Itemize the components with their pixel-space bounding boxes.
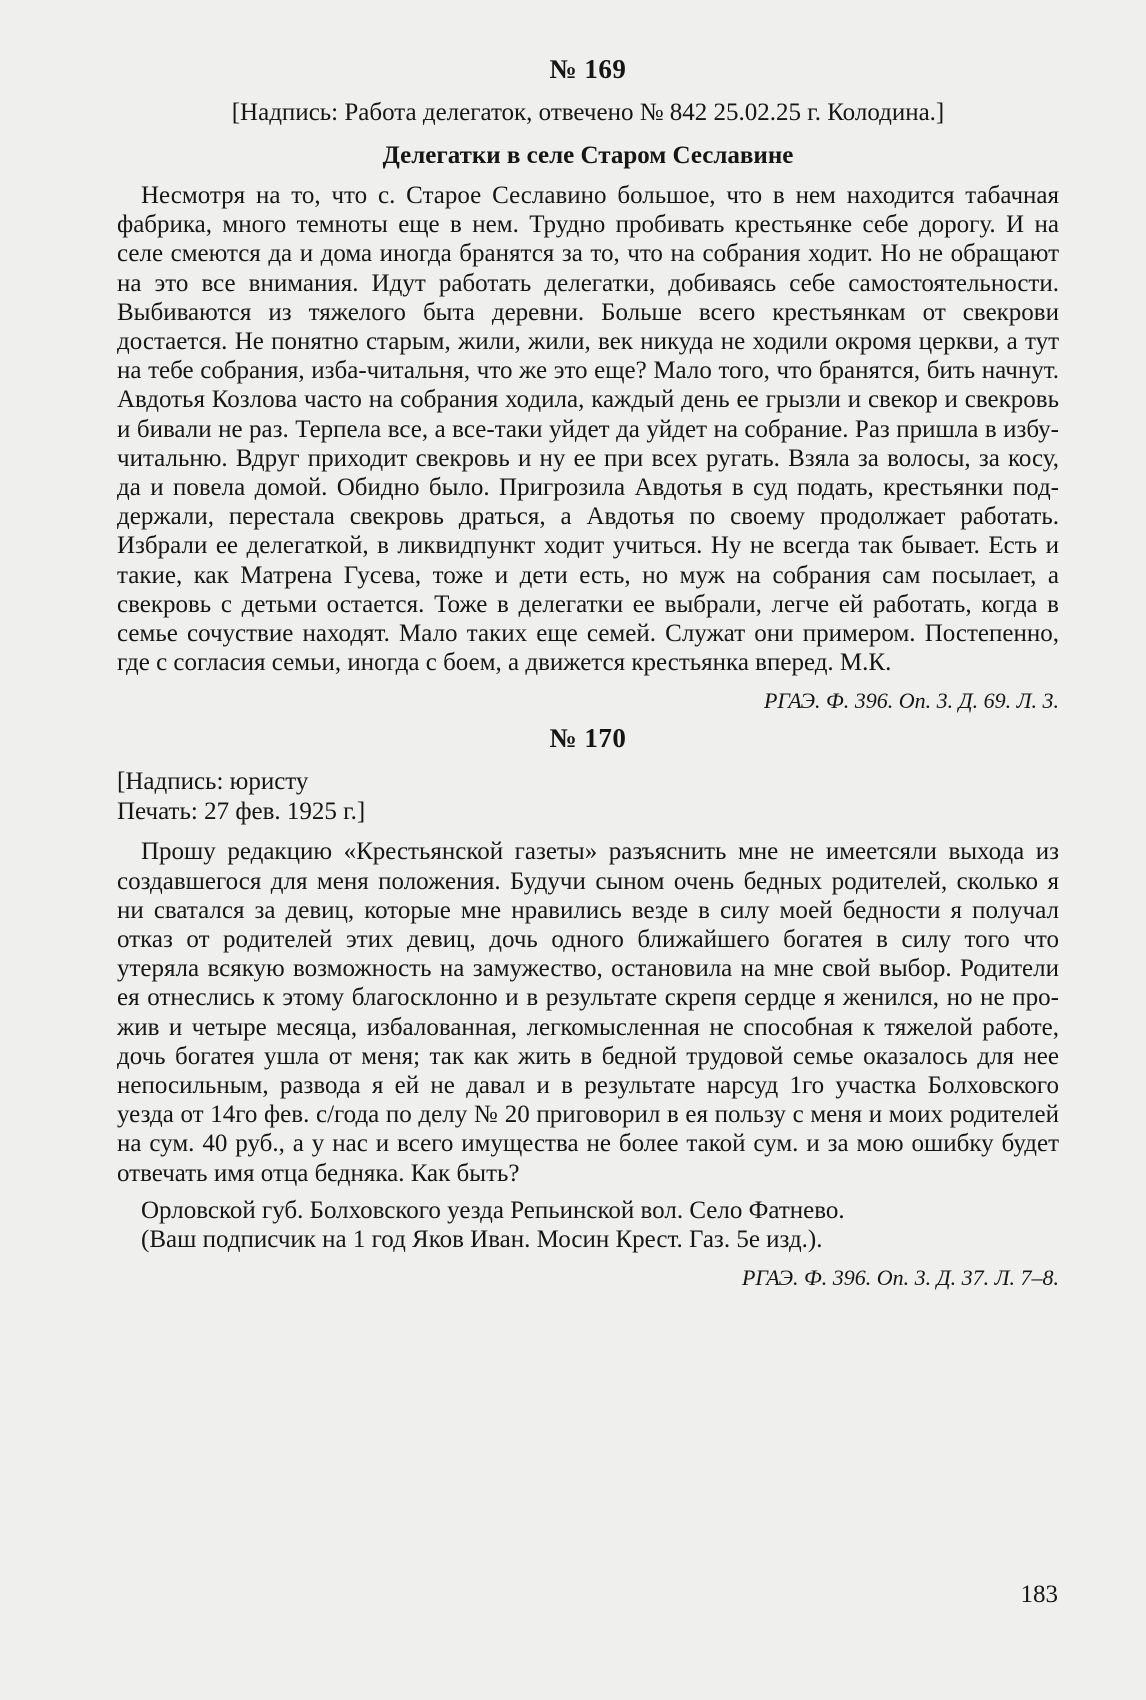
document-170: [117, 721, 1059, 1292]
document-title-169: Делегатки в селе Старом Сеславине: [382, 142, 794, 169]
archive-source-170: РГАЭ. Ф. 396. Оп. 3. Д. 37. Л. 7–8.: [741, 1265, 1059, 1291]
body-text-169: Несмотря на то, что с. Старое Сеславино большое, что в нем находится табачная фабрика, много темноты еще в нем. Трудно пробивать крестьянке себе дорогу. И на селе смеются да и дома иногда бранятся за то, что на собрания ходит. Но не обращают на это все внимания. Идут работать делегатки, добиваясь себе самостоятельности. Выбиваются из тяжелого быта деревни. Больше всего крестьянкам от свекрови достается. Не понятно старым, жили, жили, век никуда не ходили окромя церкви, а тут на тебе собрания, изба-читальня, что же это еще? Мало того, что бранятся, бить начнут. Авдотья Козлова часто на собрания ходила, каждый день ее грызли и свекор и свекровь и бивали не раз. Терпела все, а все-таки уйдет да уйдет на собрание. Раз пришла в избу-читальню. Вдруг приходит свекровь и ну ее при всех ругать. Взяла за волосы, за косу, да и повела домой. Обидно было. Пригрозила Авдотья в суд подать, крестьянки поддержали, перестала свекровь драться, а Авдотья по своему продолжает работать. Избрали ее делегаткой, в ликвидпункт ходит учиться. Ну не всегда так бывает. Есть и такие, как Матрена Гусева, тоже и дети есть, но муж на собрания сам посылает, а свекровь с детьми остается. Тоже в делегатки ее выбрали, легче ей работать, когда в семье сочуствие находят. Мало таких еще семей. Служат они примером. Постепенно, где с согласия семьи, иногда с боем, а движется крестьянка вперед. М.К.: [117, 182, 1059, 677]
page-content: [117, 52, 1059, 1292]
page-number: 183: [1020, 1581, 1058, 1608]
body-text-170: Прошу редакцию «Крестьянской газеты» разъяснить мне не имеетсяли выхода из создавшегося для меня положения. Будучи сыном очень бедных родителей, сколько я ни сватался за девиц, которые мне нравились везде в силу моей бедности я получал отказ от родителей этих девиц, дочь одного ближайшего богатея в силу того что утеряла всякую возможность на замужество, остановила на мне свой выбор. Родители ея отнеслись к этому благосклонно и в результате скрепя сердце я женился, но не прожив и четыре месяца, избалованная, легкомысленная не способная к тяжелой работе, дочь богатея ушла от меня; так как жить в бедной трудовой семье оказалось для нее непосильным, развода я ей не давал и в результате нарсуд 1го участка Болховского уезда от 14го фев. с/года по делу № 20 приговорил в ея пользу с меня и моих родителей на сум. 40 руб., а у нас и всего имущества не более такой сум. и за мою ошибку будет отвечать имя отца бедняка. Как быть?: [117, 838, 1059, 1187]
inscription-170-line1: [Надпись: юристу: [117, 768, 309, 796]
inscription-169: [Надпись: Работа делегаток, отвечено № 842 25.02.25 г. Колодина.]: [231, 99, 945, 126]
sender-subscriber: (Ваш подписчик на 1 год Яков Иван. Мосин Крест. Газ. 5е изд.).: [141, 1226, 823, 1254]
archive-source-169: РГАЭ. Ф. 396. Оп. 3. Д. 69. Л. 3.: [763, 688, 1059, 714]
inscription-170-line2: Печать: 27 фев. 1925 г.]: [117, 798, 366, 826]
sender-address: Орловской губ. Болховского уезда Репьинской вол. Село Фатнево.: [141, 1196, 845, 1224]
document-169: [117, 52, 1059, 715]
document-number-169: № 169: [549, 54, 627, 84]
document-number-170: № 170: [549, 723, 627, 754]
